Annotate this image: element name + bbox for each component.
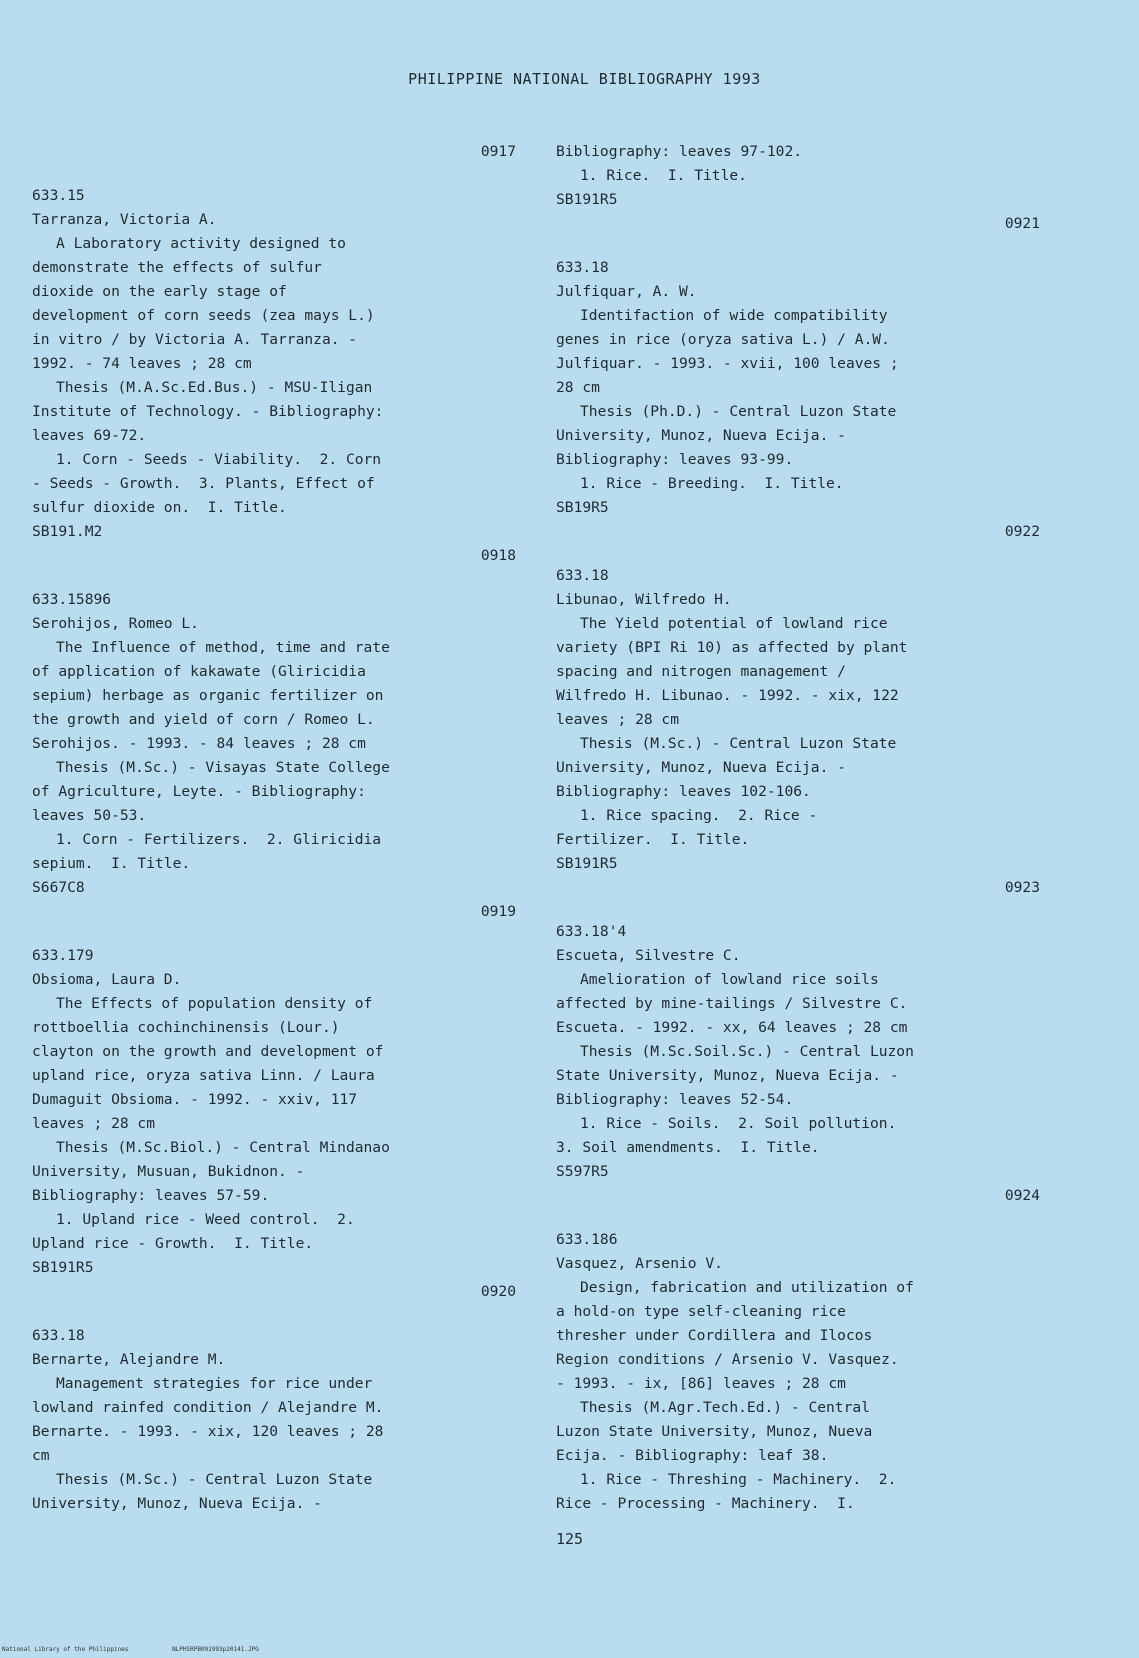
- entry-title-line: The Effects of population density of: [56, 995, 373, 1012]
- entry-note-line: Luzon State University, Munoz, Nueva: [556, 1423, 873, 1440]
- entry-title-line: The Influence of method, time and rate: [56, 639, 390, 656]
- entry-number: 0923: [1004, 879, 1040, 896]
- entry-number: 0917: [480, 143, 516, 160]
- entry-number: 0918: [480, 547, 516, 564]
- entry-note-line: Thesis (M.A.Sc.Ed.Bus.) - MSU-Iligan: [56, 379, 373, 396]
- entry-note-line: Bibliography: leaves 57-59.: [32, 1187, 270, 1204]
- entry-title-line: rottboellia cochinchinensis (Lour.): [32, 1019, 340, 1036]
- entry-title-line: Management strategies for rice under: [56, 1375, 373, 1392]
- class-number: 633.18'4: [556, 923, 627, 940]
- entry-subject-line: Fertilizer. I. Title.: [556, 831, 750, 848]
- entry-subject-line: 1. Rice - Threshing - Machinery. 2.: [580, 1471, 897, 1488]
- entry-subject-line: 1. Rice. I. Title.: [580, 167, 747, 184]
- entry-title-line: Julfiquar. - 1993. - xvii, 100 leaves ;: [556, 355, 899, 372]
- entry-title-line: Dumaguit Obsioma. - 1992. - xxiv, 117: [32, 1091, 358, 1108]
- entry-title-line: of application of kakawate (Gliricidia: [32, 663, 366, 680]
- entry-title-line: dioxide on the early stage of: [32, 283, 287, 300]
- entry-note-line: Thesis (M.Sc.) - Visayas State College: [56, 759, 390, 776]
- entry-title-line: The Yield potential of lowland rice: [580, 615, 888, 632]
- entry-author: Bernarte, Alejandre M.: [32, 1351, 226, 1368]
- entry-subject-line: 1. Rice - Breeding. I. Title.: [580, 475, 844, 492]
- entry-subject-line: 1. Corn - Fertilizers. 2. Gliricidia: [56, 831, 382, 848]
- entry-number: 0919: [480, 903, 516, 920]
- entry-gap: [32, 164, 522, 184]
- entry-note-line: Institute of Technology. - Bibliography:: [32, 403, 384, 420]
- call-number: S597R5: [556, 1163, 609, 1180]
- entry-author: Libunao, Wilfredo H.: [556, 591, 732, 608]
- entry-note-line: Thesis (M.Sc.Biol.) - Central Mindanao: [56, 1139, 390, 1156]
- entry-author: Serohijos, Romeo L.: [32, 615, 199, 632]
- entry-note-line: University, Munoz, Nueva Ecija. -: [556, 759, 846, 776]
- entry-gap: [556, 900, 1046, 920]
- catalog-entry: [556, 876, 1046, 1184]
- entry-note-line: leaves 50-53.: [32, 807, 147, 824]
- entry-title-line: demonstrate the effects of sulfur: [32, 259, 322, 276]
- entry-gap: [32, 924, 522, 944]
- entry-author: Escueta, Silvestre C.: [556, 947, 741, 964]
- entry-title-line: A Laboratory activity designed to: [56, 235, 346, 252]
- scan-footer: [2, 1646, 299, 1653]
- entry-note-line: University, Musuan, Bukidnon. -: [32, 1163, 305, 1180]
- entry-number: 0920: [480, 1283, 516, 1300]
- entry-title-line: 1992. - 74 leaves ; 28 cm: [32, 355, 252, 372]
- class-number: 633.18: [556, 567, 609, 584]
- entry-title-line: sepium) herbage as organic fertilizer on: [32, 687, 384, 704]
- call-number: SB191.M2: [32, 523, 103, 540]
- entry-title-line: Serohijos. - 1993. - 84 leaves ; 28 cm: [32, 735, 366, 752]
- entry-title-line: development of corn seeds (zea mays L.): [32, 307, 375, 324]
- entry-gap: [32, 568, 522, 588]
- entry-number: 0922: [1004, 523, 1040, 540]
- catalog-entry: [32, 1280, 522, 1516]
- entry-title-line: Wilfredo H. Libunao. - 1992. - xix, 122: [556, 687, 899, 704]
- entry-author: Obsioma, Laura D.: [32, 971, 182, 988]
- call-number: SB191R5: [556, 855, 618, 872]
- entry-title-line: Amelioration of lowland rice soils: [580, 971, 879, 988]
- entry-author: Vasquez, Arsenio V.: [556, 1255, 723, 1272]
- entry-title-line: Escueta. - 1992. - xx, 64 leaves ; 28 cm: [556, 1019, 908, 1036]
- entry-note-line: of Agriculture, Leyte. - Bibliography:: [32, 783, 366, 800]
- class-number: 633.179: [32, 947, 94, 964]
- entry-title-line: lowland rainfed condition / Alejandre M.: [32, 1399, 384, 1416]
- left-column: [32, 140, 522, 1516]
- entry-note-line: University, Munoz, Nueva Ecija. -: [556, 427, 846, 444]
- call-number: SB191R5: [556, 191, 618, 208]
- entry-gap: [556, 1208, 1046, 1228]
- entry-subject-line: sulfur dioxide on. I. Title.: [32, 499, 287, 516]
- entry-number: 0921: [1004, 215, 1040, 232]
- entry-title-line: a hold-on type self-cleaning rice: [556, 1303, 846, 1320]
- entry-note-line: University, Munoz, Nueva Ecija. -: [32, 1495, 322, 1512]
- entry-author: Tarranza, Victoria A.: [32, 211, 217, 228]
- page-number: 125: [555, 1530, 584, 1548]
- entry-title-line: Bernarte. - 1993. - xix, 120 leaves ; 28: [32, 1423, 384, 1440]
- right-column: [556, 140, 1046, 1516]
- entry-subject-line: 1. Rice spacing. 2. Rice -: [580, 807, 818, 824]
- entry-title-line: genes in rice (oryza sativa L.) / A.W.: [556, 331, 890, 348]
- entry-title-line: in vitro / by Victoria A. Tarranza. -: [32, 331, 358, 348]
- footer-library: National Library of the Philippines: [2, 1646, 129, 1653]
- entry-note-line: Bibliography: leaves 102-106.: [556, 783, 811, 800]
- entry-note-line: Thesis (M.Sc.Soil.Sc.) - Central Luzon: [580, 1043, 914, 1060]
- entry-title-line: the growth and yield of corn / Romeo L.: [32, 711, 375, 728]
- entry-title-line: variety (BPI Ri 10) as affected by plant: [556, 639, 908, 656]
- entry-title-line: spacing and nitrogen management /: [556, 663, 846, 680]
- entry-subject-line: 1. Corn - Seeds - Viability. 2. Corn: [56, 451, 382, 468]
- entry-note-line: Bibliography: leaves 93-99.: [556, 451, 794, 468]
- entry-title-line: cm: [32, 1447, 50, 1464]
- entry-note-line: State University, Munoz, Nueva Ecija. -: [556, 1067, 899, 1084]
- entry-author: Julfiquar, A. W.: [556, 283, 697, 300]
- entry-note-line: leaves 69-72.: [32, 427, 147, 444]
- entry-subject-line: 3. Soil amendments. I. Title.: [556, 1139, 820, 1156]
- class-number: 633.186: [556, 1231, 618, 1248]
- class-number: 633.18: [32, 1327, 85, 1344]
- call-number: SB19R5: [556, 499, 609, 516]
- entry-number: 0924: [1004, 1187, 1040, 1204]
- entry-gap: [556, 236, 1046, 256]
- entry-subject-line: 1. Upland rice - Weed control. 2.: [56, 1211, 355, 1228]
- entry-title-line: thresher under Cordillera and Ilocos: [556, 1327, 873, 1344]
- entry-subject-line: 1. Rice - Soils. 2. Soil pollution.: [580, 1115, 897, 1132]
- entry-note-line: Thesis (M.Sc.) - Central Luzon State: [580, 735, 897, 752]
- entry-note-line: Thesis (M.Sc.) - Central Luzon State: [56, 1471, 373, 1488]
- entry-subject-line: - Seeds - Growth. 3. Plants, Effect of: [32, 475, 375, 492]
- entry-gap: [32, 1304, 522, 1324]
- catalog-entry: [556, 1184, 1046, 1516]
- continued-entry: [556, 140, 1046, 212]
- footer-file: NLPHSRPB091993p20141.JPG: [172, 1646, 259, 1653]
- entry-title-line: upland rice, oryza sativa Linn. / Laura: [32, 1067, 375, 1084]
- class-number: 633.18: [556, 259, 609, 276]
- entry-note-line: Thesis (Ph.D.) - Central Luzon State: [580, 403, 897, 420]
- class-number: 633.15896: [32, 591, 112, 608]
- entry-title-line: Identifaction of wide compatibility: [580, 307, 888, 324]
- entry-title-line: leaves ; 28 cm: [556, 711, 680, 728]
- catalog-entry: [32, 544, 522, 900]
- entry-title-line: 28 cm: [556, 379, 600, 396]
- entry-subject-line: Rice - Processing - Machinery. I.: [556, 1495, 855, 1512]
- catalog-entry: [32, 140, 522, 544]
- entry-note-line: Thesis (M.Agr.Tech.Ed.) - Central: [580, 1399, 870, 1416]
- entry-subject-line: sepium. I. Title.: [32, 855, 191, 872]
- catalog-entry: [556, 520, 1046, 876]
- call-number: SB191R5: [32, 1259, 94, 1276]
- entry-title-line: - 1993. - ix, [86] leaves ; 28 cm: [556, 1375, 846, 1392]
- entry-subject-line: Upland rice - Growth. I. Title.: [32, 1235, 314, 1252]
- class-number: 633.15: [32, 187, 85, 204]
- entry-title-line: clayton on the growth and development of: [32, 1043, 384, 1060]
- page-header: PHILIPPINE NATIONAL BIBLIOGRAPHY 1993: [408, 70, 761, 88]
- catalog-entry: [32, 900, 522, 1280]
- entry-title-line: Design, fabrication and utilization of: [580, 1279, 914, 1296]
- call-number: S667C8: [32, 879, 85, 896]
- entry-title-line: Region conditions / Arsenio V. Vasquez.: [556, 1351, 899, 1368]
- entry-note-line: Bibliography: leaves 97-102.: [556, 143, 803, 160]
- entry-note-line: Ecija. - Bibliography: leaf 38.: [556, 1447, 829, 1464]
- entry-note-line: Bibliography: leaves 52-54.: [556, 1091, 794, 1108]
- entry-gap: [556, 544, 1046, 564]
- catalog-entry: [556, 212, 1046, 520]
- entry-title-line: leaves ; 28 cm: [32, 1115, 156, 1132]
- entry-title-line: affected by mine-tailings / Silvestre C.: [556, 995, 908, 1012]
